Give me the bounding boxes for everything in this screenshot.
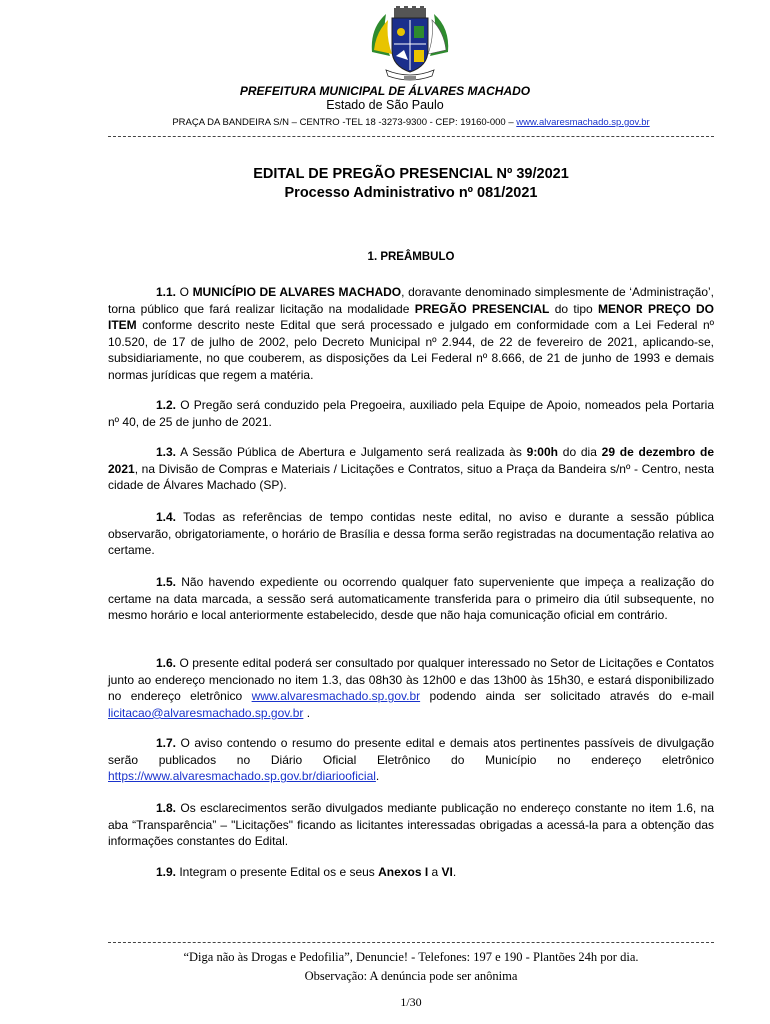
paragraph-text: O aviso contendo o resumo do presente edital e demais atos pertinentes passíveis de divulgação serão publicados no Diário Oficial Eletrônico do Município no endereço eletrônico [108, 736, 714, 767]
paragraph-1-3 [108, 444, 714, 494]
paragraph-text: Os esclarecimentos serão divulgados mediante publicação no endereço constante no item 1.6, na aba “Transparência” – "Licitações" ficando as licitantes interessadas obrigadas a acessá-la para a obtenção das informações constantes do Edital. [108, 801, 714, 849]
website-link[interactable]: www.alvaresmachado.sp.gov.br [516, 117, 650, 128]
item-number: 1.6. [156, 656, 177, 670]
item-number: 1.4. [156, 510, 177, 524]
paragraph-text: do tipo [549, 301, 599, 316]
email-link[interactable]: licitacao@alvaresmachado.sp.gov.br [108, 705, 304, 720]
bold-text: MENOR PREÇO DO ITEM [108, 301, 715, 333]
item-number: 1.9. [156, 865, 177, 879]
paragraph-text: , na Divisão de Compras e Materiais / Licitações e Contratos, situo a Praça da Bandeira s/nº - Centro, nesta cidade de Álvares Machado (SP). [108, 461, 714, 493]
address-line [0, 117, 770, 128]
item-number: 1.1. [156, 285, 177, 299]
paragraph-text: podendo ainda ser solicitado através do e-mail [420, 689, 715, 704]
paragraph-1-1 [108, 284, 714, 384]
paragraph-text: Integram o presente Edital os e seus [176, 865, 379, 879]
footer-note: Observação: A denúncia pode ser anônima [304, 969, 518, 983]
section-title: 1. PREÂMBULO [367, 251, 455, 263]
paragraph-1-4 [108, 509, 714, 559]
coat-of-arms-icon [368, 6, 452, 82]
document-title: EDITAL DE PREGÃO PRESENCIAL Nº 39/2021 [253, 166, 569, 182]
bold-text: PREGÃO PRESENCIAL [414, 301, 550, 316]
paragraph-1-7 [108, 735, 714, 785]
paragraph-text: Não havendo expediente ou ocorrendo qualquer fato superveniente que impeça a realização do certame na data marcada, a sessão será automaticamente transferida para o primeiro dia útil subsequente, no mesmo horário e local anteriormente estabelecido, desde que não haja comunicação oficial em contrário. [108, 575, 714, 623]
paragraph-text: , doravante denominado simplesmente de ‘Administração’, torna público que fará realizar licitação na modalidade [108, 285, 714, 316]
bold-text: 29 de dezembro de 2021 [108, 445, 715, 476]
official-gazette-link[interactable]: https://www.alvaresmachado.sp.gov.br/diariooficial [108, 769, 376, 784]
paragraph-1-9 [108, 864, 714, 881]
paragraph-text: . [303, 705, 311, 720]
website-link[interactable]: www.alvaresmachado.sp.gov.br [251, 689, 421, 704]
paragraph-1-8 [108, 800, 714, 850]
paragraph-text: O Pregão será conduzido pela Pregoeira, auxiliado pela Equipe de Apoio, nomeados pela Portaria nº 40, de 25 de junho de 2021. [108, 398, 714, 429]
address-text: PRAÇA DA BANDEIRA S/N – CENTRO -TEL 18 -3273-9300 - CEP: 19160-000 – [172, 117, 517, 128]
item-number: 1.7. [156, 736, 177, 750]
bold-text: MUNICÍPIO DE ALVARES MACHADO [192, 285, 402, 299]
paragraph-text: Todas as referências de tempo contidas neste edital, no aviso e durante a sessão pública observarão, obrigatoriamente, o horário de Brasília e dessa forma serão registradas na documentação relativa ao certame. [108, 510, 714, 558]
footer-divider [108, 942, 714, 943]
document-subtitle: Processo Administrativo nº 081/2021 [284, 185, 538, 201]
paragraph-text: do dia [558, 445, 602, 459]
item-number: 1.2. [156, 398, 177, 412]
paragraph-1-2 [108, 397, 714, 430]
item-number: 1.5. [156, 575, 177, 589]
bold-text: VI [441, 865, 453, 879]
paragraph-text: A Sessão Pública de Abertura e Julgamento será realizada às [176, 445, 527, 459]
paragraph-1-6 [108, 655, 714, 721]
paragraph-text: O [176, 285, 193, 299]
item-number: 1.8. [156, 801, 177, 815]
page-number: 1/30 [400, 995, 422, 1009]
paragraph-1-5 [108, 574, 714, 624]
bold-text: Anexos I [378, 865, 429, 879]
header-divider [108, 136, 714, 137]
state-label: Estado de São Paulo [326, 98, 444, 112]
bold-text: 9:00h [526, 445, 558, 459]
paragraph-text: conforme descrito neste Edital que será processado e julgado em conformidade com a Lei Federal nº 10.520, de 17 de julho de 2002, pelo Decreto Municipal nº 2.944, de 22 de fevereiro de 2021, aplicando-se, subsidiariamente, no que couberem, as disposições da Lei Federal nº 8.666, de 21 de junho de 1993 e demais normas jurídicas que regem a matéria. [108, 318, 714, 382]
paragraph-text: . [452, 865, 457, 879]
municipality-title: PREFEITURA MUNICIPAL DE ÁLVARES MACHADO [239, 84, 531, 98]
paragraph-text: . [375, 769, 380, 784]
item-number: 1.3. [156, 445, 177, 459]
paragraph-text: a [428, 865, 442, 879]
footer-slogan: “Diga não às Drogas e Pedofilia”, Denuncie! - Telefones: 197 e 190 - Plantões 24h por dia. [183, 950, 639, 964]
paragraph-text: O presente edital poderá ser consultado por qualquer interessado no Setor de Licitações e Contatos junto ao endereço mencionado no item 1.3, das 08h30 às 12h00 e das 13h00 às 15h30, e estará disponibilizado no endereço eletrônico [108, 656, 714, 704]
